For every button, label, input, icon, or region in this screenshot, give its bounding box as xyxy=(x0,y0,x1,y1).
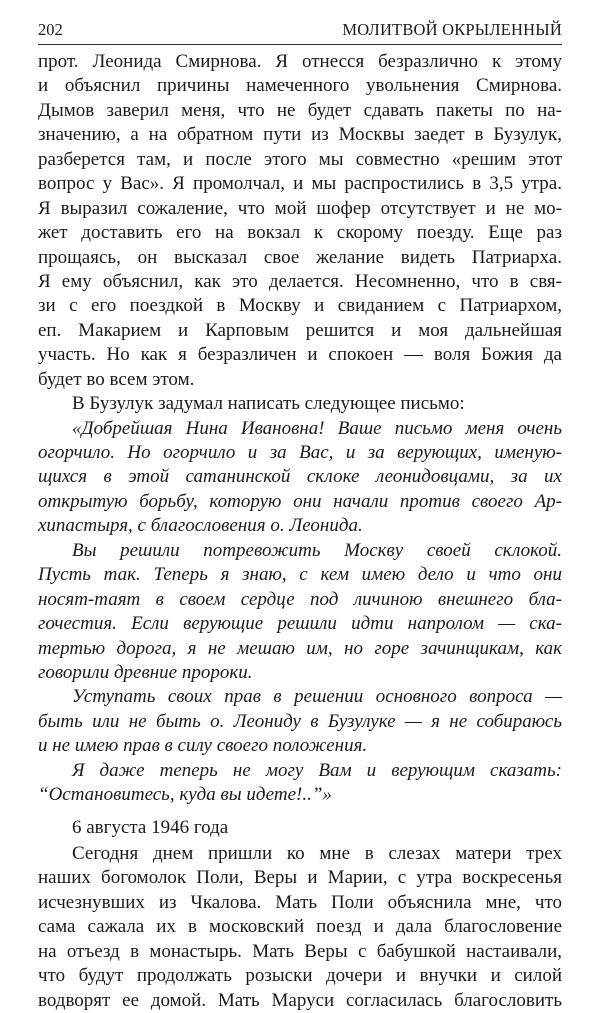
text-line: В Бузулук задумал написать следующее письмо: xyxy=(72,393,465,415)
text-line: «Добрейшая Нина Ивановна! Ваше письмо меня очень xyxy=(72,417,562,439)
text-line: Я даже теперь не могу Вам и верующим сказать: xyxy=(72,759,562,781)
text-line: сама сажала их в московский поезд и дала благословение xyxy=(38,916,562,938)
text-line: значению, а на обратном пути из Москвы заедет в Бузулук, xyxy=(38,124,562,146)
text-line: Уступать своих прав в решении основного вопроса — xyxy=(72,686,562,708)
text-line: Дымов заверил меня, что не будет сдавать пакеты по на- xyxy=(38,99,562,121)
text-line: быть или не быть о. Леониду в Бузулуке — я не собираюсь xyxy=(38,710,562,732)
text-line: и объяснил причины намеченного увольнения Смирнова. xyxy=(38,75,562,97)
text-line: Я ему объяснил, как это делается. Несомненно, что в свя- xyxy=(38,270,562,292)
text-line: и не имею прав в силу своего положения. xyxy=(38,735,368,757)
text-line: водворят ее домой. Мать Маруси согласилась благословить xyxy=(38,989,562,1011)
letter-paragraph xyxy=(38,759,562,808)
text-line: зи с его поездкой в Москву и свиданием с Патриархом, xyxy=(38,295,562,317)
running-head xyxy=(38,18,562,40)
page-body xyxy=(38,50,562,1013)
text-line: участь. Но как я безразличен и спокоен — воля Божия да xyxy=(38,344,562,366)
text-line: разберется там, и после этого мы совместно «решим этот xyxy=(38,148,562,170)
letter-paragraph xyxy=(38,417,562,539)
text-line: Сегодня днем пришли ко мне в слезах матери трех xyxy=(72,843,562,864)
text-line: на отъезд в монастырь. Мать Веры с бабушкой настаивали, xyxy=(38,940,562,962)
text-line: прощаясь, он высказал свое желание видеть Патриарха. xyxy=(38,246,562,268)
text-line: что будут продолжать розыски дочери и внучки и силой xyxy=(38,965,562,987)
running-title: МОЛИТВОЙ ОКРЫЛЕННЫЙ xyxy=(342,20,562,39)
text-line: носят-таят в своем сердце под личиною внешнего бла- xyxy=(38,588,562,610)
text-line: открытую борьбу, которую они начали против своего Ар- xyxy=(38,490,562,512)
paragraph xyxy=(38,842,562,1013)
text-line: вопрос у Вас». Я промолчал, и мы распростились в 3,5 утра. xyxy=(38,173,562,195)
text-line: будет во всем этом. xyxy=(38,368,195,390)
text-line: “Остановитесь, куда вы идете!..”» xyxy=(38,784,332,806)
text-line: еп. Макарием и Карповым решится и моя дальнейшая xyxy=(38,319,562,341)
letter-paragraph xyxy=(38,539,562,686)
book-page xyxy=(38,18,562,1013)
text-line: Пусть так. Теперь я знаю, с кем имею дело и что они xyxy=(38,564,562,586)
text-line: щихся в этой сатанинской склоке леонидовцами, за их xyxy=(38,466,562,488)
letter-paragraph xyxy=(38,685,562,758)
text-line: огорчило. Но огорчило и за Вас, и за верующих, именую- xyxy=(38,442,562,463)
text-line: наших богомолок Поли, Веры и Марии, с утра воскресенья xyxy=(38,867,562,889)
text-line: гочестия. Если верующие решили идти напролом — ска- xyxy=(38,613,562,635)
text-line: прот. Леонида Смирнова. Я отнесся безразлично к этому xyxy=(38,51,562,72)
text-line: Вы решили потревожить Москву своей склокой. xyxy=(72,539,562,561)
page-number: 202 xyxy=(38,20,63,39)
text-line: хипастыря, с благословения о. Леонида. xyxy=(38,515,363,537)
text-line: исчезнувших из Чкалова. Мать Поли объяснила мне, что xyxy=(38,891,562,913)
header-rule xyxy=(38,44,562,45)
text-line: жет доставить его на вокзал к скорому поезду. Еще раз xyxy=(38,222,562,244)
text-line: Я выразил сожаление, что мой шофер отсутствует и не мо- xyxy=(38,197,562,219)
text-line: тертью дорога, я не мешаю им, но горе зачинщикам, как xyxy=(38,637,562,659)
date-text: 6 августа 1946 года xyxy=(72,816,229,838)
text-line: говорили древние пророки. xyxy=(38,661,253,683)
paragraph xyxy=(38,50,562,392)
paragraph xyxy=(38,392,562,416)
date-heading xyxy=(38,816,562,840)
